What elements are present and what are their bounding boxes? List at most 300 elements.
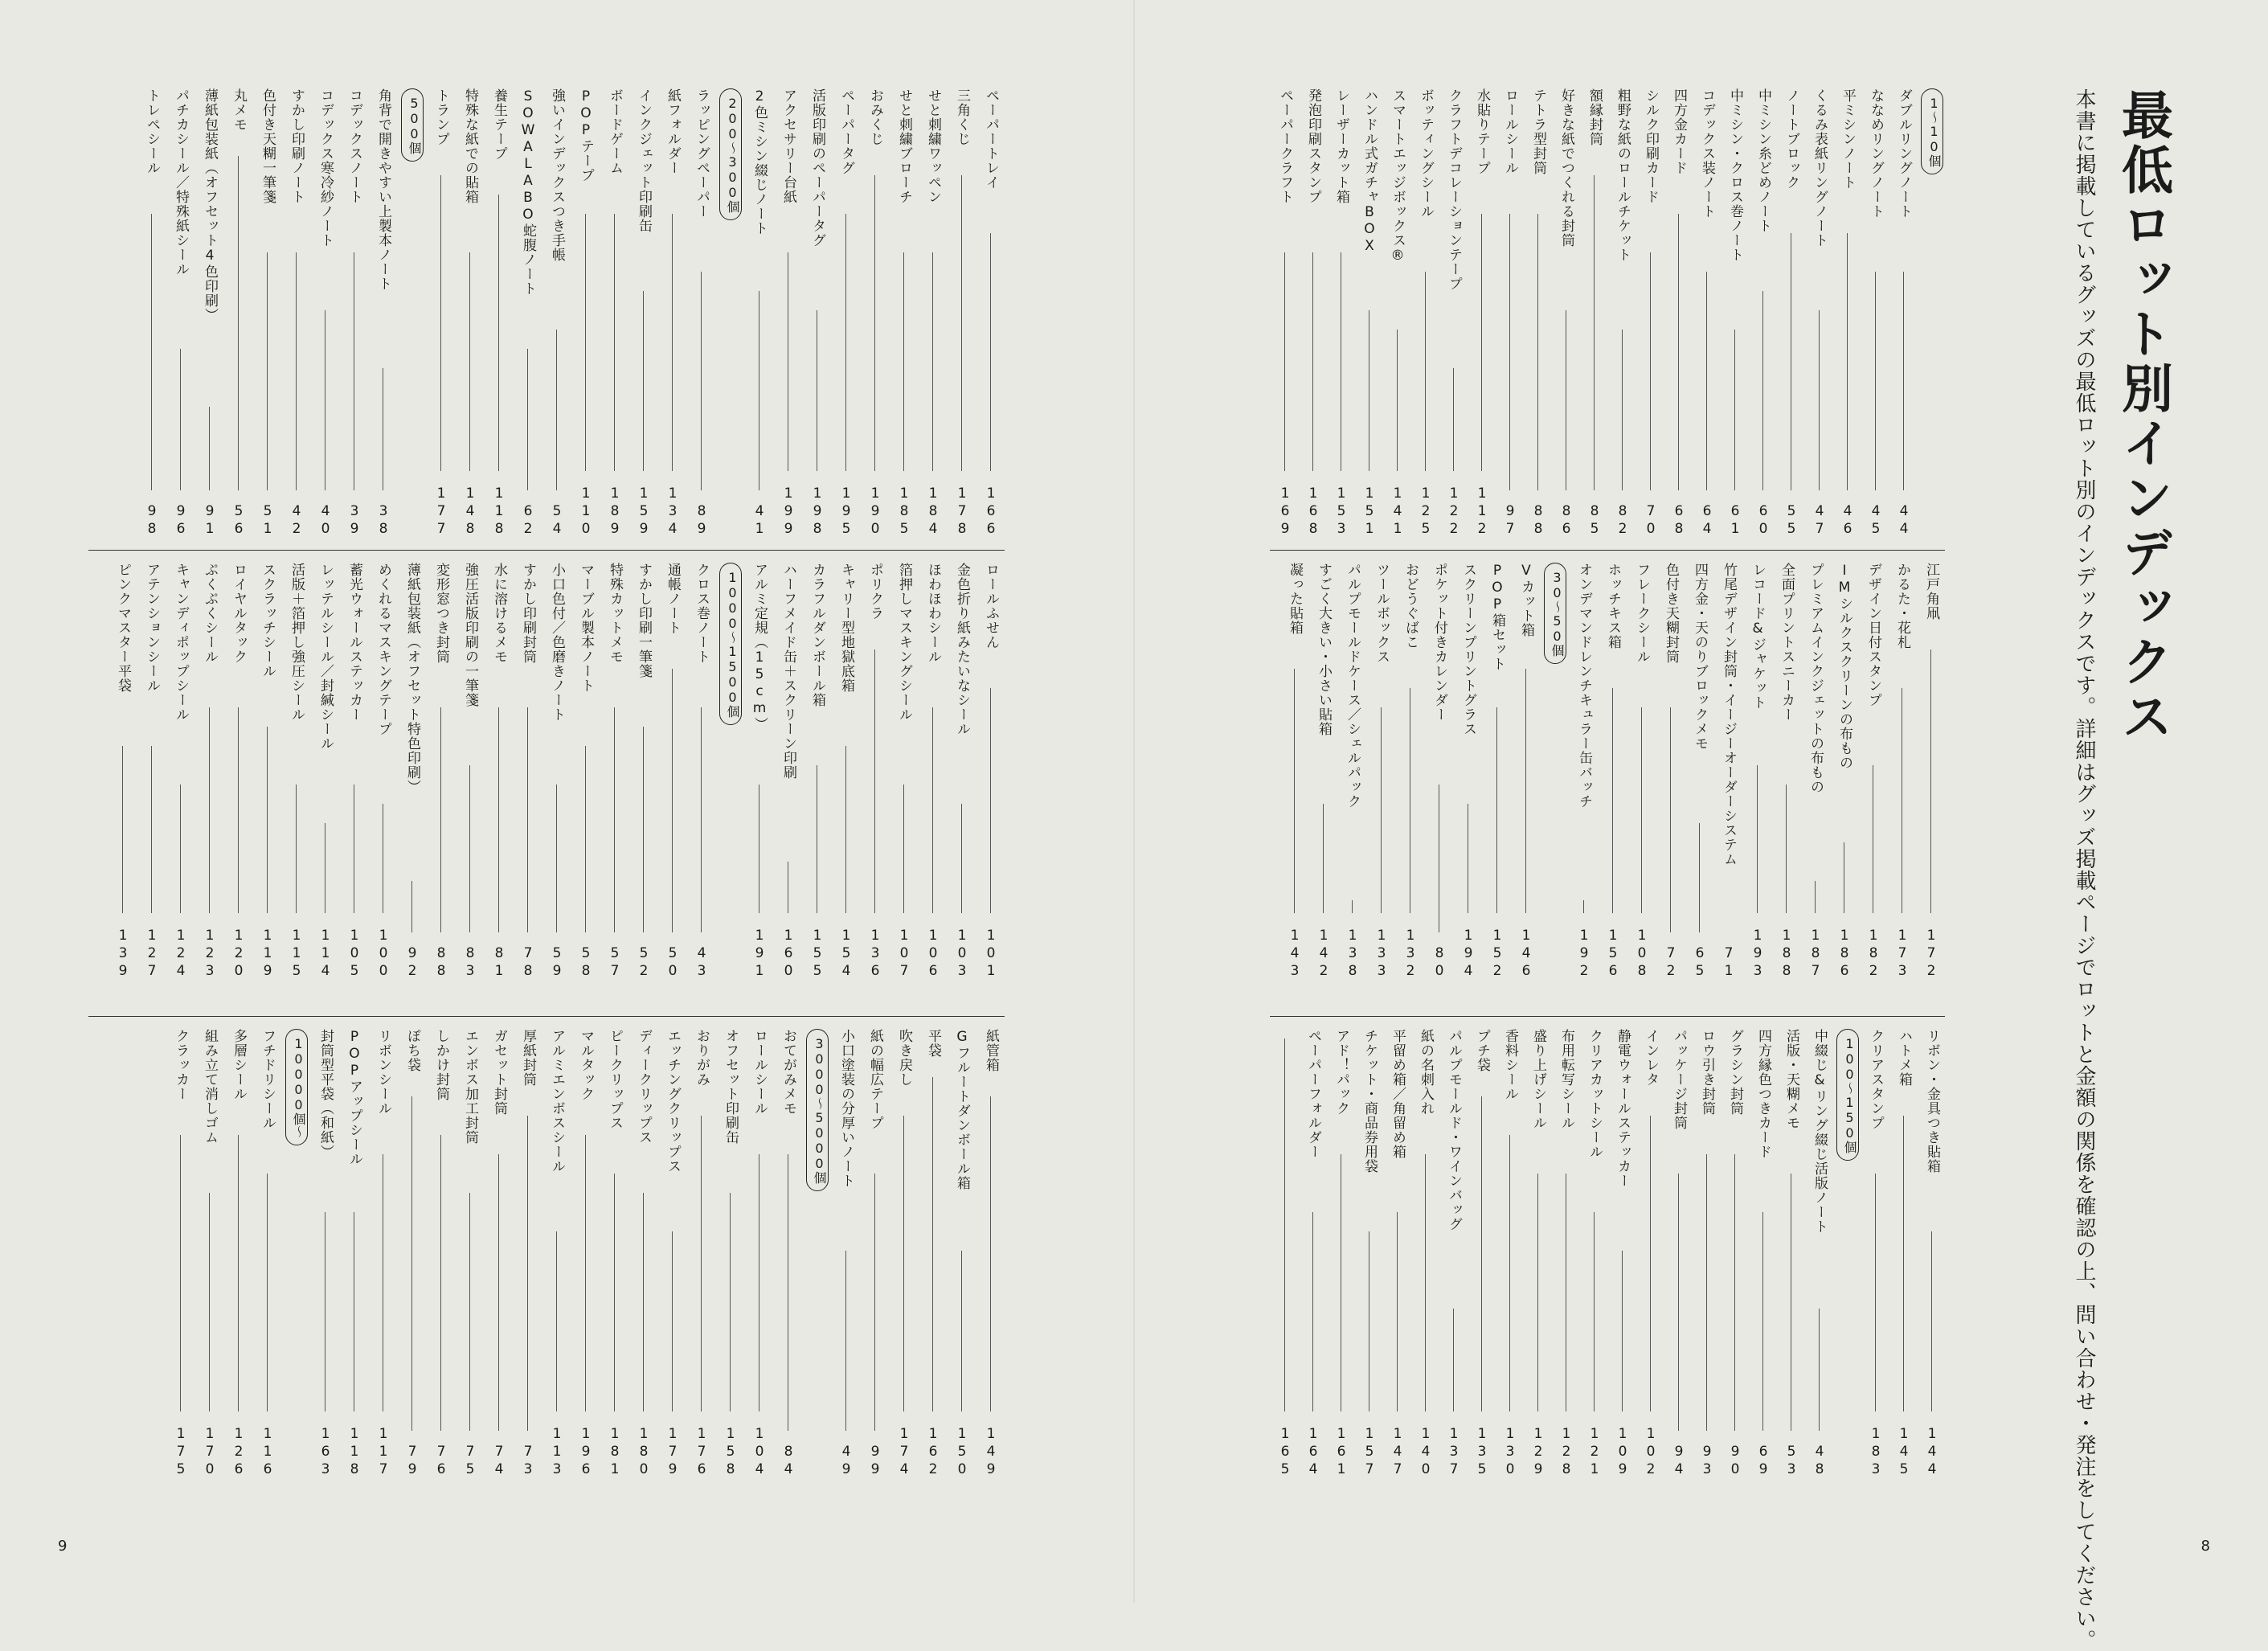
index-entry [775, 1029, 802, 1479]
index-entry [1440, 1029, 1467, 1479]
index-entry-label: クリアカットシール [1586, 1029, 1603, 1159]
index-entry [630, 1029, 657, 1479]
leader-line [874, 1174, 875, 1431]
index-entry-page: 144 [1924, 1426, 1940, 1479]
leader-line [1397, 1212, 1398, 1411]
index-band-right-1 [1270, 88, 1945, 539]
index-entry [1918, 1029, 1945, 1479]
index-entry-label: 粗野な紙のロールチケット [1615, 88, 1631, 262]
index-entry-label: POPテープ [578, 88, 594, 182]
index-entry-label: ロウ引き封筒 [1699, 1029, 1715, 1116]
leader-line [874, 649, 875, 913]
leader-line [440, 1135, 441, 1431]
index-entry-page: 141 [1390, 485, 1406, 539]
index-entry-label: 盛り上げシール [1530, 1029, 1546, 1130]
index-entry [862, 563, 889, 981]
lot-size-label: 500個 [401, 88, 424, 162]
index-entry-label: トランプ [433, 88, 449, 146]
index-entry-page: 132 [1402, 928, 1419, 981]
index-entry-label: エンボス加工封筒 [462, 1029, 478, 1145]
index-entry-page: 147 [1390, 1426, 1406, 1479]
index-entry-label: 薄紙包装紙（オフセット4色印刷） [202, 88, 218, 322]
index-entry [254, 88, 281, 539]
leader-line [1734, 1154, 1735, 1431]
page-title: 最低ロット別インデックス [2113, 88, 2172, 744]
index-entry [399, 563, 426, 981]
index-entry-label: キャンディポップシール [173, 563, 189, 722]
index-entry-page: 55 [1783, 503, 1799, 539]
index-entry [1889, 563, 1916, 981]
leader-line [614, 707, 615, 932]
index-entry-label: 中ミシン・クロス巻ノート [1727, 88, 1743, 262]
index-entry [862, 88, 889, 539]
index-entry-page: 134 [665, 485, 681, 539]
leader-line [1757, 765, 1758, 913]
leader-line [238, 156, 239, 490]
index-entry [833, 1029, 860, 1479]
index-entry [1628, 563, 1656, 981]
leader-line [1622, 330, 1623, 490]
index-entry-label: おりがみ [694, 1029, 710, 1087]
leader-line [1525, 669, 1526, 913]
leader-line [1453, 1309, 1454, 1411]
index-entry [1862, 1029, 1889, 1479]
index-entry-page: 191 [751, 928, 768, 981]
index-entry [1918, 563, 1945, 981]
lot-size-heading [1541, 563, 1569, 981]
index-entry-label: ツールボックス [1373, 563, 1390, 664]
index-entry-page: 43 [694, 945, 710, 981]
index-entry-page: 85 [1586, 503, 1603, 539]
leader-line [585, 214, 586, 471]
index-entry [312, 1029, 339, 1479]
index-entry [1802, 563, 1829, 981]
index-entry-label: フレークシール [1634, 563, 1650, 664]
index-entry-label: ぷくぷくシール [202, 563, 218, 664]
index-entry [1721, 1029, 1748, 1479]
leader-line [1594, 175, 1595, 490]
index-entry [1750, 88, 1776, 539]
index-entry-page: 54 [549, 503, 565, 539]
index-entry-page: 71 [1721, 945, 1737, 981]
index-entry-page: 84 [780, 1444, 796, 1479]
index-entry [746, 88, 773, 539]
leader-line [1425, 272, 1426, 471]
index-entry-page: 86 [1558, 503, 1574, 539]
index-entry [948, 563, 976, 981]
index-entry [804, 88, 831, 539]
index-entry-label: 金色折り紙みたいなシール [954, 563, 970, 736]
leader-line [672, 1231, 673, 1411]
index-entry [862, 1029, 889, 1479]
leader-line [1903, 1116, 1904, 1411]
index-entry-page: 93 [1699, 1444, 1715, 1479]
leader-line [1323, 804, 1324, 913]
leader-line [1903, 272, 1904, 490]
index-entry [775, 563, 802, 981]
index-entry-label: ペーパーフォルダー [1305, 1029, 1321, 1159]
index-entry-label: ハンドル式ガチャBOX [1361, 88, 1378, 255]
index-entry-page: 57 [607, 945, 623, 981]
lot-size-label: 1〜10個 [1921, 88, 1943, 174]
index-entry-label: 特殊な紙での貼箱 [462, 88, 478, 204]
index-entry [977, 1029, 1005, 1479]
index-entry-label: リボン・金具つき貼箱 [1924, 1029, 1940, 1174]
index-entry-page: 49 [838, 1444, 854, 1479]
index-entry [1356, 88, 1382, 539]
index-entry-page: 183 [1868, 1426, 1884, 1479]
index-entry-page: 90 [1727, 1444, 1743, 1479]
index-entry-page: 120 [231, 928, 247, 981]
index-entry-page: 122 [1446, 485, 1462, 539]
index-entry [283, 563, 310, 981]
index-entry-page: 185 [896, 485, 912, 539]
leader-line [1509, 1135, 1510, 1411]
index-entry-page: 118 [491, 485, 507, 539]
index-entry [746, 1029, 773, 1479]
index-entry-page: 187 [1807, 928, 1824, 981]
index-entry-page: 100 [375, 928, 391, 981]
leader-line [1622, 1251, 1623, 1411]
index-entry [1637, 1029, 1664, 1479]
index-entry [1831, 563, 1858, 981]
leader-line [585, 1135, 586, 1411]
index-entry-label: くるみ表紙リングノート [1812, 88, 1828, 248]
index-entry-label: アルミ定規（15cm） [751, 563, 768, 731]
index-entry [1328, 1029, 1354, 1479]
index-entry [1496, 88, 1523, 539]
index-entry-label: フチドリシール [260, 1029, 276, 1130]
index-entry-label: クラッカー [173, 1029, 189, 1101]
leader-line [1699, 823, 1700, 932]
index-entry [138, 563, 166, 981]
index-entry [1553, 88, 1579, 539]
index-entry-label: 全面プリントスニーカー [1779, 563, 1795, 722]
index-entry-page: 172 [1923, 928, 1939, 981]
leader-line [1847, 233, 1848, 490]
index-entry-label: 色付き天糊封筒 [1663, 563, 1679, 664]
index-entry [1693, 88, 1720, 539]
index-entry-page: 188 [1779, 928, 1795, 981]
lot-size-label: 1000〜1500個 [719, 563, 742, 725]
index-entry [659, 1029, 686, 1479]
index-entry-page: 123 [202, 928, 218, 981]
index-entry [1328, 88, 1354, 539]
index-entry-label: ノートブロック [1783, 88, 1799, 190]
index-entry-page: 196 [578, 1426, 594, 1479]
index-entry-label: 箔押しマスキングシール [896, 563, 912, 722]
leader-line [1612, 688, 1613, 913]
index-entry [1356, 1029, 1382, 1479]
index-entry-label: 丸メモ [231, 88, 247, 132]
leader-line [267, 727, 268, 913]
index-entry [1496, 1029, 1523, 1479]
index-entry-label: 活版・天糊メモ [1783, 1029, 1799, 1130]
index-entry-page: 140 [1418, 1426, 1434, 1479]
index-entry-page: 51 [260, 503, 276, 539]
index-entry [804, 563, 831, 981]
index-entry-page: 81 [491, 945, 507, 981]
index-entry [919, 88, 947, 539]
leader-line [122, 746, 123, 913]
index-entry-label: パルプモールドケース／シェルパック [1345, 563, 1361, 809]
leader-line [874, 175, 875, 471]
index-entry-label: ロールシール [751, 1029, 768, 1116]
leader-line [1875, 272, 1876, 490]
index-entry-label: 額縁封筒 [1586, 88, 1603, 146]
index-entry-label: ラッピングペーパー [694, 88, 710, 219]
index-entry-label: カラフルダンボール箱 [809, 563, 825, 707]
index-entry-label: キャリー型地獄底箱 [838, 563, 854, 693]
index-entry-label: 四方縁色つきカード [1755, 1029, 1771, 1159]
leader-line [469, 252, 470, 471]
leader-line [296, 785, 297, 913]
index-entry-page: 106 [925, 928, 941, 981]
index-entry-label: すかし印刷一筆箋 [636, 563, 652, 678]
index-entry-page: 127 [144, 928, 160, 981]
index-entry-label: 江戸角凧 [1923, 563, 1939, 621]
index-entry-label: せと刺繍ブローチ [896, 88, 912, 204]
index-entry [1686, 563, 1713, 981]
index-entry [572, 1029, 600, 1479]
index-entry [630, 563, 657, 981]
index-entry-label: スクラッチシール [260, 563, 276, 678]
leader-line [585, 746, 586, 932]
index-entry-label: レコード&ジャケット [1750, 563, 1766, 710]
leader-line [932, 707, 933, 913]
index-entry-label: テトラ型封筒 [1530, 88, 1546, 175]
index-entry-label: ディークリップス [636, 1029, 652, 1145]
leader-line [1650, 1116, 1651, 1411]
index-entry-label: 平袋 [925, 1029, 941, 1058]
leader-line [1930, 649, 1931, 913]
index-entry-page: 154 [838, 928, 854, 981]
leader-line [1312, 252, 1313, 471]
leader-line [267, 252, 268, 490]
leader-line [209, 407, 210, 490]
index-entry [514, 88, 542, 539]
index-entry [1581, 88, 1607, 539]
index-entry-page: 159 [636, 485, 652, 539]
index-entry [688, 1029, 715, 1479]
index-entry-page: 157 [1361, 1426, 1378, 1479]
index-entry-label: しかけ封筒 [433, 1029, 449, 1101]
index-entry-label: SOWALABO蛇腹ノート [520, 88, 536, 296]
index-entry-page: 149 [983, 1426, 999, 1479]
index-entry-page: 56 [231, 503, 247, 539]
leader-line [1397, 330, 1398, 471]
index-entry [1368, 563, 1395, 981]
leader-line [1706, 272, 1707, 490]
index-entry-page: 40 [317, 503, 334, 539]
leader-line [1670, 707, 1671, 932]
index-entry [1860, 563, 1887, 981]
index-entry-label: おみくじ [867, 88, 883, 146]
index-entry [225, 1029, 252, 1479]
lot-size-label: 30〜50個 [1544, 563, 1566, 664]
index-entry-label: クラフトデコレーションテープ [1446, 88, 1462, 291]
leader-line [1583, 900, 1584, 913]
index-entry-label: プレミアムインクジェットの布もの [1807, 563, 1824, 794]
index-entry-label: 2色ミシン綴じノート [751, 88, 768, 236]
index-entry-page: 151 [1361, 485, 1378, 539]
index-entry-page: 138 [1345, 928, 1361, 981]
index-entry-page: 75 [462, 1444, 478, 1479]
lot-size-label: 200〜300個 [719, 88, 742, 220]
index-entry [485, 563, 513, 981]
lot-size-heading [399, 88, 426, 539]
leader-line [961, 804, 962, 913]
index-entry-label: ポケット付きカレンダー [1431, 563, 1447, 722]
leader-line [180, 1135, 181, 1411]
leader-line [180, 785, 181, 913]
index-entry-page: 94 [1671, 1444, 1687, 1479]
index-entry [196, 563, 223, 981]
index-entry-page: 70 [1643, 503, 1659, 539]
leader-line [1678, 1174, 1679, 1431]
index-entry [196, 1029, 223, 1479]
index-entry [1484, 563, 1511, 981]
index-entry-label: Gフルートダンボール箱 [954, 1029, 970, 1190]
lot-size-label: 3000〜5000個 [806, 1029, 829, 1191]
index-entry-label: 凝った貼箱 [1287, 563, 1303, 635]
leader-line [1819, 310, 1820, 490]
index-entry-label: 小口色付／色磨きノート [549, 563, 565, 722]
index-entry-label: グラシン封筒 [1727, 1029, 1743, 1116]
index-entry-label: 吹き戻し [896, 1029, 912, 1087]
index-entry-label: レッテルシール／封緘シール [317, 563, 334, 751]
index-entry [456, 88, 484, 539]
index-entry [1397, 563, 1424, 981]
index-entry-label: コデックスノート [346, 88, 362, 204]
index-entry-label: 強いインデックスつき手帳 [549, 88, 565, 262]
index-entry [225, 88, 252, 539]
leader-line [296, 252, 297, 490]
index-entry-page: 109 [1615, 1426, 1631, 1479]
index-entry-label: 角背で開きやすい上製本ノート [375, 88, 391, 291]
index-entry-label: 蓄光ウォールステッカー [346, 563, 362, 722]
leader-line [527, 1116, 528, 1431]
index-entry-page: 179 [665, 1426, 681, 1479]
index-entry-page: 155 [809, 928, 825, 981]
index-entry [1778, 1029, 1804, 1479]
leader-line [672, 214, 673, 471]
index-entry-page: 124 [173, 928, 189, 981]
index-entry-label: 色付き天糊一筆箋 [260, 88, 276, 204]
index-entry-page: 115 [289, 928, 305, 981]
index-entry [1455, 563, 1482, 981]
index-entry-label: 紙の幅広テープ [867, 1029, 883, 1130]
leader-line [527, 707, 528, 932]
leader-line [1734, 330, 1735, 490]
leader-line [1481, 1096, 1482, 1411]
index-entry-label: 静電ウォールステッカー [1615, 1029, 1631, 1188]
index-entry-label: 紙フォルダー [665, 88, 681, 175]
page-number-left: 9 [58, 1538, 68, 1555]
index-entry [1599, 563, 1627, 981]
index-entry [109, 563, 137, 981]
leader-line [990, 1096, 991, 1411]
index-entry-page: 190 [867, 485, 883, 539]
leader-line [701, 272, 702, 490]
index-entry-label: コデックス寒冷紗ノート [317, 88, 334, 248]
index-entry-page: 130 [1502, 1426, 1518, 1479]
index-entry [1890, 1029, 1917, 1479]
lot-size-heading [1918, 88, 1945, 539]
index-entry-page: 91 [202, 503, 218, 539]
leader-line [1453, 368, 1454, 471]
index-entry [1773, 563, 1800, 981]
index-entry-page: 173 [1894, 928, 1910, 981]
index-entry-label: リボンシール [375, 1029, 391, 1116]
index-entry-page: 168 [1305, 485, 1321, 539]
index-entry-page: 110 [578, 485, 594, 539]
index-entry [312, 88, 339, 539]
lot-size-heading [717, 563, 744, 981]
index-entry-page: 177 [433, 485, 449, 539]
leader-line [672, 669, 673, 932]
index-entry [167, 88, 194, 539]
index-entry-label: おてがみメモ [780, 1029, 796, 1116]
index-entry-page: 101 [983, 928, 999, 981]
leader-line [498, 1154, 499, 1431]
index-entry-page: 182 [1865, 928, 1881, 981]
index-entry-label: 養生テープ [491, 88, 507, 161]
index-entry-label: ななめリングノート [1868, 88, 1884, 219]
index-entry [196, 88, 223, 539]
index-band-left-2 [88, 563, 1005, 981]
index-entry [428, 563, 455, 981]
index-entry-page: 161 [1333, 1426, 1349, 1479]
index-entry-page: 79 [404, 1444, 420, 1479]
index-entry-page: 50 [665, 945, 681, 981]
index-entry-page: 121 [1586, 1426, 1603, 1479]
index-entry [1553, 1029, 1579, 1479]
index-entry [312, 563, 339, 981]
index-entry-page: 117 [375, 1426, 391, 1479]
index-entry [543, 563, 571, 981]
index-entry-page: 184 [925, 485, 941, 539]
lot-size-label: 100〜150個 [1836, 1029, 1859, 1161]
index-entry-page: 186 [1836, 928, 1852, 981]
index-entry [1271, 88, 1298, 539]
index-entry-page: 72 [1663, 945, 1679, 981]
leader-line [180, 349, 181, 490]
leader-line [990, 688, 991, 913]
index-entry-label: 特殊カットメモ [607, 563, 623, 664]
index-entry [1300, 88, 1326, 539]
index-entry-page: 119 [260, 928, 276, 981]
index-entry [601, 88, 628, 539]
index-entry [399, 1029, 426, 1479]
index-entry-label: レーザーカット箱 [1333, 88, 1349, 204]
leader-line [498, 195, 499, 471]
index-entry-label: POPアップシール [346, 1029, 362, 1166]
leader-line [1678, 214, 1679, 490]
index-entry [1384, 1029, 1410, 1479]
index-entry [1657, 563, 1685, 981]
index-entry-label: ボッティングシール [1418, 88, 1434, 219]
index-entry-page: 194 [1460, 928, 1476, 981]
index-entry [948, 88, 976, 539]
index-entry [833, 563, 860, 981]
index-entry-page: 125 [1418, 485, 1434, 539]
index-entry-label: 平ミシンノート [1840, 88, 1856, 190]
index-entry-label: 三角くじ [954, 88, 970, 146]
index-entry [456, 563, 484, 981]
leader-line [701, 1116, 702, 1411]
index-entry-page: 150 [954, 1426, 970, 1479]
